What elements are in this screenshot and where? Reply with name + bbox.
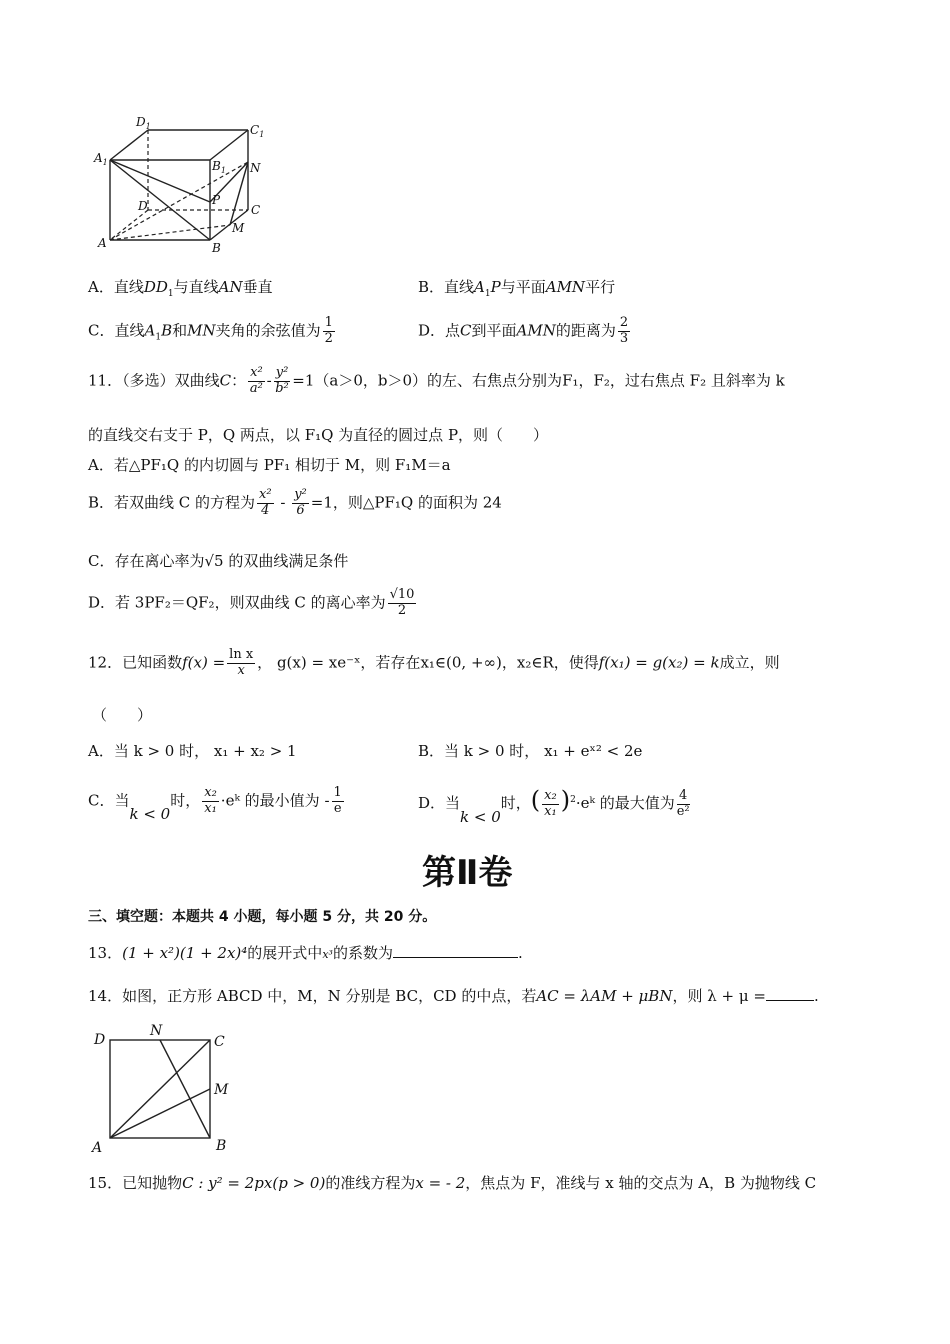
cube-label-a: A (98, 236, 107, 250)
q11-stem: 11．（多选）双曲线C： $\frac{\text{x²}}{\text{a²}}$ - $\frac{\text{y²}}{\text{b²}}$ =1（a＞0，b＞0）的左、右焦点分别为F₁，F₂，过右焦点 F₂ 且斜率为 k (88, 365, 785, 396)
cube-label-c: C (251, 203, 261, 217)
square-label-m: M (214, 1082, 229, 1098)
square-label-b: B (216, 1138, 227, 1154)
q10-c-fraction: $\frac{1}{2}$ (324, 315, 333, 346)
q11-option-c: C．存在离心率为√5 的双曲线满足条件 (88, 552, 349, 570)
square-diagram (88, 1022, 238, 1157)
q10-option-c: C．直线$A_1B$和MN夹角的余弦值为 $\frac{1}{2}$ (88, 315, 333, 346)
section-fill-in-heading: 三、填空题：本题共 4 小题，每小题 5 分，共 20 分。 (88, 909, 437, 925)
square-figure (88, 1022, 238, 1157)
q14-answer-blank[interactable] (766, 1000, 814, 1001)
part2-title: 第Ⅱ卷 (422, 853, 513, 893)
q12-stem: 12．已知函数f(x) = $\frac{\text{ln x}}{x}$ ， g(x) = xe⁻ˣ，若存在x₁∈(0, +∞)，x₂∈R，使得f(x₁) = g(x₂) = k成立，则 (88, 647, 780, 678)
q11-option-a: A．若△PF₁Q 的内切圆与 PF₁ 相切于 M，则 F₁M＝a (88, 456, 451, 474)
q10-d-fraction: $\frac{2}{3}$ (619, 315, 629, 346)
q12-option-a: A．当 k > 0 时， x₁ + x₂ > 1 (88, 742, 297, 760)
cube-label-n: N (250, 161, 261, 175)
cube-label-a1: $A_1$ (94, 151, 108, 167)
q10-option-d: D．点C到平面AMN的距离为 $\frac{2}{3}$ (418, 315, 629, 346)
q11-option-d: D．若 3PF₂＝QF₂，则双曲线 C 的离心率为 $\frac{√10}{2}$ (88, 587, 415, 618)
cube-label-p: P (212, 193, 221, 207)
q10-option-b: B．直线$A_1P$与平面AMN平行 (418, 278, 616, 299)
cube-label-c1: $C_1$ (250, 123, 265, 139)
cube-label-m: M (232, 221, 245, 235)
cube-figure (88, 110, 288, 255)
cube-label-b: B (212, 241, 221, 255)
q11-option-b: B．若双曲线 C 的方程为 $\frac{\text{x²}}{4}$ - $\frac{\text{y²}}{6}$ =1，则△PF₁Q 的面积为 24 (88, 487, 502, 518)
q12-option-d: D．当k < 0时，( $\frac{\text{x₂}}{\text{x₁}}$ )$^2$·eᵏ 的最大值为 $\frac{4}{\text{e²}}$ (418, 786, 690, 826)
cube-label-b1: $B_1$ (212, 159, 226, 175)
q13: 13．(1 + x²)(1 + 2x)⁴的展开式中x³的系数为 . (88, 944, 523, 962)
cube-label-d1: $D_1$ (136, 115, 151, 131)
q14: 14．如图，正方形 ABCD 中，M，N 分别是 BC，CD 的中点，若AC = λAM + μBN，则 λ + μ = . (88, 987, 819, 1005)
cube-diagram (88, 110, 288, 255)
q12-option-b: B．当 k > 0 时， x₁ + eˣ² < 2e (418, 742, 643, 760)
q10-option-a: A．直线$DD_1$与直线AN垂直 (88, 278, 273, 299)
square-label-n: N (150, 1023, 163, 1039)
square-label-a: A (92, 1140, 103, 1156)
square-label-c: C (214, 1034, 225, 1050)
q12-option-c: C．当k < 0时， $\frac{\text{x₂}}{\text{x₁}}$ ·eᵏ 的最小值为 - $\frac{1}{e}$ (88, 785, 342, 824)
q13-answer-blank[interactable] (393, 957, 518, 958)
cube-label-d: D (138, 199, 148, 213)
q12-answer-paren: （ ） (92, 706, 153, 724)
q11-stem-line2: 的直线交右支于 P，Q 两点，以 F₁Q 为直径的圆过点 P，则（ ） (88, 426, 549, 444)
square-label-d: D (94, 1032, 106, 1048)
q15: 15．已知抛物C : y² = 2px(p > 0)的准线方程为x = - 2，焦点为 F，准线与 x 轴的交点为 A，B 为抛物线 C (88, 1174, 817, 1192)
